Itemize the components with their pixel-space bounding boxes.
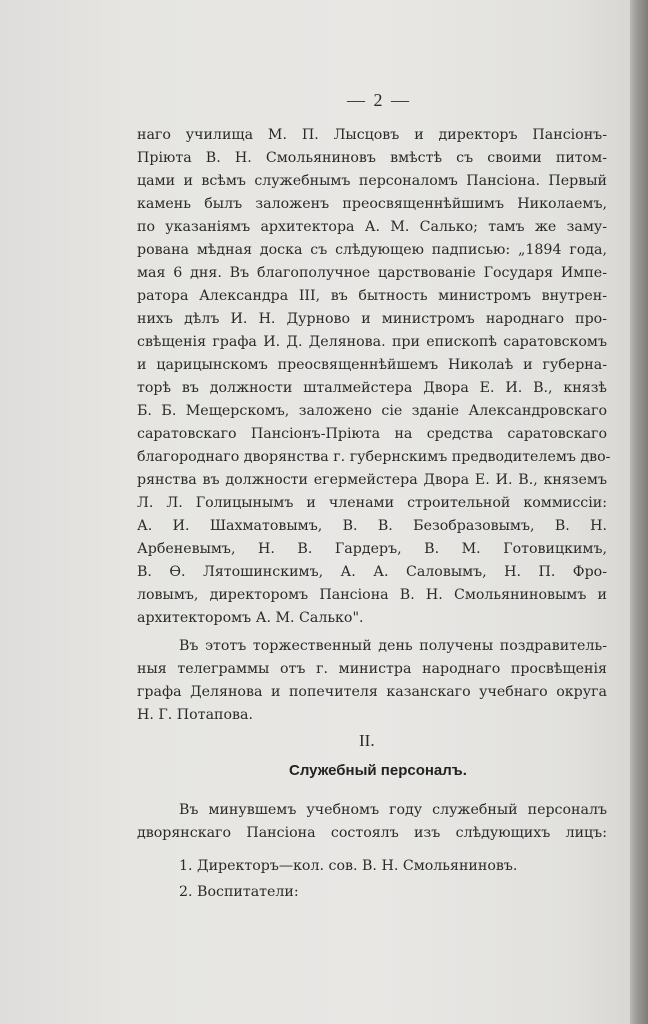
text-line: мая 6 дня. Въ благополучное царствованіе Государя Импе- (137, 265, 607, 281)
list-item: 1. Директоръ—кол. сов. В. Н. Смольяниновъ. (179, 858, 518, 874)
text-line: Пріюта В. Н. Смольяниновъ вмѣстѣ съ своими питом- (137, 150, 607, 166)
text-line: рянства въ должности егермейстера Двора Е. И. В., княземъ (137, 472, 607, 488)
text-line: дворянскаго Пансіона состоялъ изъ слѣдующихъ лицъ: (137, 825, 607, 841)
text-line: камень былъ заложенъ преосвященнѣйшимъ Николаемъ, (137, 196, 607, 212)
text-line: свѣщенія графа И. Д. Делянова. при епископѣ саратовскомъ (137, 334, 607, 350)
page-number: — 2 — (347, 90, 411, 110)
text-line: ныя телеграммы отъ г. министра народнаго просвѣщенія (137, 661, 607, 677)
text-line: ловымъ, директоромъ Пансіона В. Н. Смольяниновымъ и (137, 587, 607, 603)
text-line: наго училища М. П. Лысцовъ и директоръ Пансіонъ- (137, 127, 607, 143)
text-line: благороднаго дворянства г. губернскимъ предводителемъ дво- (137, 449, 611, 465)
text-line: В. Ѳ. Лятошинскимъ, А. А. Саловымъ, Н. П. Фро- (137, 564, 607, 580)
text-line: Въ этотъ торжественный день получены поздравитель- (179, 638, 607, 654)
book-edge (630, 0, 648, 1024)
text-line: и царицынскомъ преосвященнѣйшемъ Николаѣ и губерна- (137, 357, 607, 373)
text-line: графа Делянова и попечителя казанскаго учебнаго округа (137, 684, 607, 700)
text-line: архитекторомъ А. М. Салько". (137, 610, 364, 626)
text-line: ратора Александра III, въ бытность министромъ внутрен- (137, 288, 607, 304)
text-line: Арбеневымъ, Н. В. Гардеръ, В. М. Готовицкимъ, (137, 541, 607, 557)
text-line: саратовскаго Пансіонъ-Пріюта на средства саратовскаго (137, 426, 607, 442)
section-number: II. (359, 731, 375, 750)
text-line: Н. Г. Потапова. (137, 707, 253, 723)
text-line: цами и всѣмъ служебнымъ персоналомъ Пансіона. Первый (137, 173, 607, 189)
text-line: по указаніямъ архитектора А. М. Салько; тамъ же заму- (137, 219, 607, 235)
section-title: Служебный персоналъ. (289, 762, 467, 779)
text-line: Въ минувшемъ учебномъ году служебный персоналъ (179, 802, 607, 818)
text-line: Л. Л. Голицынымъ и членами строительной коммиссіи: (137, 495, 607, 511)
text-line: Б. Б. Мещерскомъ, заложено сіе зданіе Александровскаго (137, 403, 607, 419)
list-item: 2. Воспитатели: (179, 884, 299, 900)
text-line: торѣ въ должности шталмейстера Двора Е. И. В., князѣ (137, 380, 607, 396)
text-line: рована мѣдная доска съ слѣдующею падписью: „1894 года, (137, 242, 607, 258)
text-line: нихъ дѣлъ И. Н. Дурново и министромъ народнаго про- (137, 311, 607, 327)
text-line: А. И. Шахматовымъ, В. В. Безобразовымъ, В. Н. (137, 518, 607, 534)
